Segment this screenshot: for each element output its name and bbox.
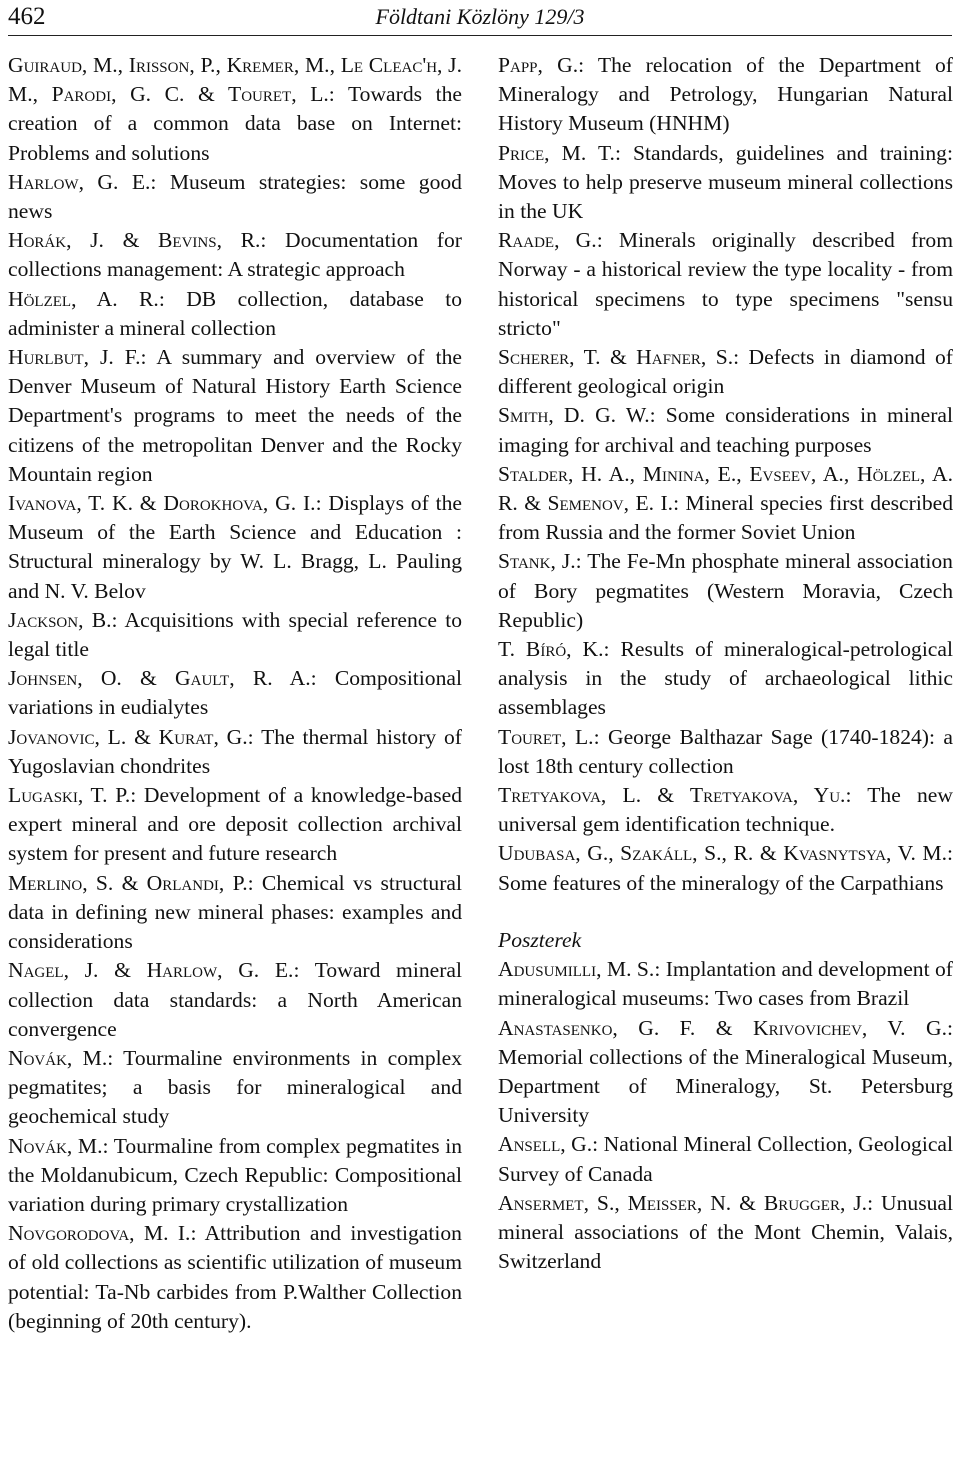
reference-entry bbox=[8, 723, 462, 781]
entry-authors: Hurlbut, J. F. bbox=[8, 345, 141, 370]
entry-authors: Merlino, S. & Orlandi, P. bbox=[8, 870, 248, 895]
entry-authors: Stank, J. bbox=[498, 549, 576, 574]
entry-title: : The new universal gem identification technique. bbox=[498, 783, 953, 837]
reference-entry bbox=[8, 168, 462, 226]
entry-authors: Novák, M. bbox=[8, 1133, 103, 1158]
entry-title: : Documentation for collections management: A strategic approach bbox=[8, 228, 462, 282]
entry-title: : Memorial collections of the Mineralogical Museum, Department of Mineralogy, St. Petersburg University bbox=[498, 1015, 953, 1128]
right-column bbox=[498, 51, 953, 1276]
entry-authors: T. Bíró, K. bbox=[498, 637, 604, 662]
reference-entry bbox=[8, 1132, 462, 1220]
entry-title: : The thermal history of Yugoslavian chondrites bbox=[8, 724, 463, 778]
entry-title: : Standards, guidelines and training: Moves to help preserve museum mineral collections in the UK bbox=[498, 140, 953, 224]
entry-title: : Development of a knowledge-based expert mineral and ore deposit collection archival system for present and future research bbox=[8, 783, 462, 866]
entry-title: : Attribution and investigation of old collections as scientific utilization of museum potential: Ta-Nb carbides from P.Walther Collection (beginning of 20th century). bbox=[8, 1221, 462, 1333]
entry-authors: Harlow, G. E. bbox=[8, 169, 151, 194]
entry-authors: Touret, L. bbox=[498, 724, 594, 749]
entry-authors: Udubasa, G., Szakáll, S., R. & Kvasnytsya, V. M. bbox=[498, 841, 947, 866]
entry-title: : Chemical vs structural data in defining new mineral phases: examples and considerations bbox=[8, 870, 462, 954]
entry-title: : Displays of the Museum of the Earth Science and Education : Structural mineralogy by W. L. Bragg, L. Pauling and N. V. Belov bbox=[8, 491, 462, 603]
reference-entry bbox=[8, 664, 462, 722]
entry-authors: Ansell, G. bbox=[498, 1132, 593, 1157]
entry-authors: Lugaski, T. P. bbox=[8, 783, 131, 808]
entry-title: : Some features of the mineralogy of the Carpathians bbox=[498, 841, 953, 895]
entry-authors: Stalder, H. A., Minina, E., Evseev, A., Hölzel, A. R. & Semenov, E. I. bbox=[498, 461, 953, 516]
entry-title: : Acquisitions with special reference to legal title bbox=[8, 607, 462, 662]
entry-title: : Minerals originally described from Norway - a historical review the type locality - from historical specimens to type specimens "sensu stricto" bbox=[498, 228, 954, 340]
entry-title: : Museum strategies: some good news bbox=[8, 169, 462, 224]
entry-title: : National Mineral Collection, Geological Survey of Canada bbox=[498, 1132, 953, 1186]
entry-authors: Smith, D. G. W. bbox=[498, 403, 650, 428]
section-title-posters: Poszterek bbox=[498, 927, 582, 952]
reference-entry bbox=[498, 839, 953, 897]
header-rule bbox=[8, 35, 952, 36]
poster-entry bbox=[498, 1189, 953, 1277]
page-number: 462 bbox=[8, 3, 46, 30]
reference-entry bbox=[8, 956, 462, 1044]
poster-entry bbox=[498, 1014, 953, 1131]
reference-entry bbox=[8, 1219, 462, 1336]
poster-entry bbox=[498, 1130, 953, 1188]
reference-entry bbox=[498, 547, 953, 635]
entry-authors: Adusumilli, M. S. bbox=[498, 957, 655, 982]
reference-entry bbox=[8, 285, 462, 343]
entry-authors: Novák, M. bbox=[8, 1045, 108, 1070]
entry-authors: Novgorodova, M. I. bbox=[8, 1221, 191, 1246]
entry-authors: Guiraud, M., Irisson, P., Kremer, M., Le Cleac'h, J. M., Parodi, G. C. & Touret, L. bbox=[8, 53, 462, 107]
left-column bbox=[8, 51, 462, 1336]
entry-authors: Hölzel, A. R. bbox=[8, 286, 159, 311]
poster-entry bbox=[498, 955, 953, 1013]
entry-title: : Tourmaline from complex pegmatites in the Moldanubicum, Czech Republic: Compositional variation during primary crystallization bbox=[8, 1133, 462, 1216]
entry-authors: Horák, J. & Bevins, R. bbox=[8, 228, 261, 253]
entry-authors: Anastasenko, G. F. & Krivovichev, V. G. bbox=[498, 1015, 947, 1040]
reference-entry bbox=[8, 606, 462, 664]
reference-entry bbox=[498, 139, 953, 227]
reference-entry bbox=[498, 51, 953, 139]
reference-entry bbox=[498, 781, 953, 839]
entry-title: : Unusual mineral associations of the Mont Chemin, Valais, Switzerland bbox=[498, 1190, 953, 1274]
entry-title: : George Balthazar Sage (1740-1824): a lost 18th century collection bbox=[498, 724, 953, 778]
entry-title: : Some considerations in mineral imaging for archival and teaching purposes bbox=[498, 403, 953, 457]
entry-authors: Johnsen, O. & Gault, R. A. bbox=[8, 666, 311, 691]
entry-title: : Implantation and development of mineralogical museums: Two cases from Brazil bbox=[498, 957, 953, 1011]
entry-title: : DB collection, database to administer a mineral collection bbox=[8, 286, 462, 340]
reference-entry bbox=[498, 635, 953, 723]
reference-entry bbox=[498, 226, 953, 343]
entry-authors: Nagel, J. & Harlow, G. E. bbox=[8, 958, 294, 983]
entry-authors: Raade, G. bbox=[498, 228, 597, 253]
entry-title: : A summary and overview of the Denver Museum of Natural History Earth Science Department's programs to meet the needs of the citizens of the metropolitan Denver and the Rocky Mountain region bbox=[8, 345, 463, 486]
reference-entry bbox=[8, 51, 462, 168]
reference-entry bbox=[498, 460, 953, 548]
entry-title: : Results of mineralogical-petrological analysis in the study of archaeological lithic assemblages bbox=[498, 637, 953, 720]
entry-title: : Mineral species first described from Russia and the former Soviet Union bbox=[498, 491, 954, 545]
entry-title: : Toward mineral collection data standards: a North American convergence bbox=[8, 958, 462, 1041]
entry-authors: Scherer, T. & Hafner, S. bbox=[498, 345, 734, 370]
entry-authors: Ivanova, T. K. & Dorokhova, G. I. bbox=[8, 491, 316, 516]
entry-title: : Compositional variations in eudialytes bbox=[8, 666, 462, 720]
entry-authors: Price, M. T. bbox=[498, 140, 615, 165]
journal-title: Földtani Közlöny 129/3 bbox=[375, 4, 585, 29]
reference-entry bbox=[8, 781, 462, 869]
page-header bbox=[0, 0, 960, 36]
reference-entry bbox=[498, 343, 953, 401]
reference-entry bbox=[498, 401, 953, 459]
entry-title: : Tourmaline environments in complex pegmatites; a basis for mineralogical and geochemical study bbox=[8, 1045, 462, 1129]
entry-title: : The Fe-Mn phosphate mineral association of Bory pegmatites (Western Moravia, Czech Republic) bbox=[498, 549, 953, 632]
entry-authors: Ansermet, S., Meisser, N. & Brugger, J. bbox=[498, 1190, 868, 1215]
reference-entry bbox=[8, 226, 462, 284]
entry-authors: Jackson, B. bbox=[8, 607, 112, 632]
entry-title: : The relocation of the Department of Mineralogy and Petrology, Hungarian Natural History Museum (HNHM) bbox=[498, 53, 953, 136]
reference-entry bbox=[498, 723, 953, 781]
reference-entry bbox=[8, 489, 462, 606]
reference-entry bbox=[8, 1044, 462, 1132]
entry-title: : Defects in diamond of different geological origin bbox=[498, 345, 953, 399]
entry-authors: Jovanovic, L. & Kurat, G. bbox=[8, 724, 248, 749]
entry-title: : Towards the creation of a common data base on Internet: Problems and solutions bbox=[8, 82, 462, 165]
entry-authors: Tretyakova, L. & Tretyakova, Yu. bbox=[498, 783, 846, 808]
reference-entry bbox=[8, 869, 462, 957]
reference-entry bbox=[8, 343, 462, 489]
entry-authors: Papp, G. bbox=[498, 53, 579, 77]
